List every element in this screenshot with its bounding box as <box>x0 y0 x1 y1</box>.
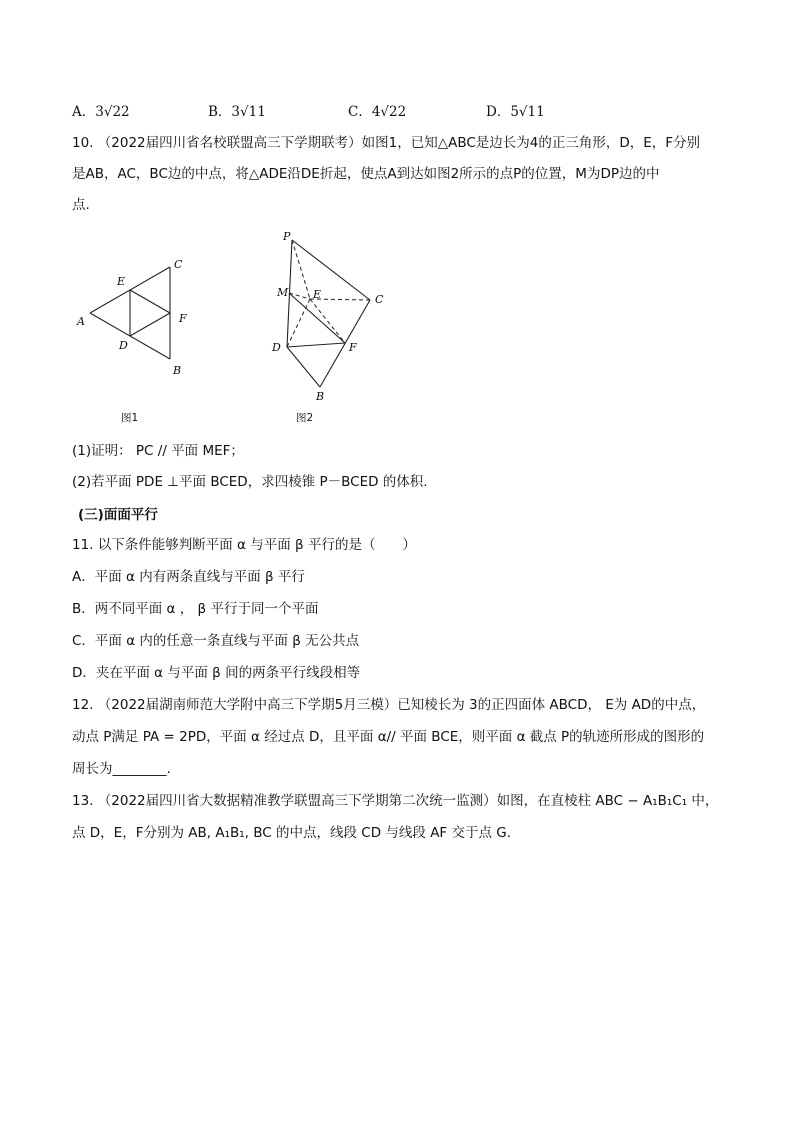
fig2-label-b: B <box>316 390 325 403</box>
fig2-edge-pc <box>292 240 370 300</box>
fig2-label-p: P <box>283 230 291 243</box>
q10-part-1: (1)证明： PC // 平面 MEF； <box>72 443 244 459</box>
fig2-edge-db <box>287 347 320 387</box>
q10-part-2: (2)若平面 PDE ⊥平面 BCED，求四棱锥 P－BCED 的体积. <box>72 474 428 490</box>
fig2-edge-pd <box>287 240 292 347</box>
q13-line-2: 点 D，E，F分别为 AB, A₁B₁, BC 的中点，线段 CD 与线段 AF 交于点 G. <box>72 825 512 841</box>
q11-option-a: A．平面 α 内有两条直线与平面 β 平行 <box>72 569 305 585</box>
q13-line-1: 13. （2022届四川省大数据精准教学联盟高三下学期第二次统一监测）如图，在直棱柱 ABC − A₁B₁C₁ 中， <box>72 793 719 809</box>
q10-line-2: 是AB，AC，BC边的中点，将△ADE沿DE折起，使点A到达如图2所示的点P的位置，M为DP边的中 <box>72 166 660 182</box>
q9-option-d: D．5√11 <box>486 104 545 120</box>
q12-line-3: 周长为________. <box>72 761 171 777</box>
fig1-label-e: E <box>117 275 126 288</box>
q12-line-2: 动点 P满足 PA = 2PD，平面 α 经过点 D，且平面 α// 平面 BCE，则平面 α 截点 P的轨迹所形成的图形的 <box>72 729 705 745</box>
fig2-label-e: E <box>313 288 322 301</box>
fig2-caption: 图2 <box>296 412 314 424</box>
q9-option-c: C．4√22 <box>348 104 407 120</box>
fig1-label-b: B <box>173 364 182 377</box>
q10-line-3: 点. <box>72 197 90 213</box>
q12-line-1: 12. （2022届湖南师范大学附中高三下学期5月三模）已知棱长为 3的正四面体 ABCD， E为 AD的中点， <box>72 697 706 713</box>
fig1-edge-ac <box>90 267 170 313</box>
fig1-label-c: C <box>174 258 183 271</box>
q11-option-c: C．平面 α 内的任意一条直线与平面 β 无公共点 <box>72 633 360 649</box>
fig1-edge-df <box>130 313 170 336</box>
fig1-edge-ab <box>90 313 170 359</box>
fig2-dash-ec <box>310 299 370 300</box>
fig2-dash-ed <box>287 299 310 347</box>
fig1-caption: 图1 <box>121 412 139 424</box>
fig2-label-d: D <box>272 341 281 354</box>
fig2-label-m: M <box>277 286 289 299</box>
q9-option-a: A．3√22 <box>72 104 130 120</box>
q11-option-b: B．两不同平面 α ， β 平行于同一个平面 <box>72 601 319 617</box>
section-heading: (三)面面平行 <box>78 507 158 523</box>
fig1-label-a: A <box>77 315 85 328</box>
fig1-label-f: F <box>179 312 187 325</box>
q11-option-d: D．夹在平面 α 与平面 β 间的两条平行线段相等 <box>72 665 361 681</box>
fig2-edge-mf <box>289 293 345 343</box>
fig2-dash-me <box>289 293 310 299</box>
fig2-label-c: C <box>375 293 384 306</box>
q10-line-1: 10. （2022届四川省名校联盟高三下学期联考）如图1，已知△ABC是边长为4的正三角形，D，E，F分别 <box>72 135 701 151</box>
fig2-dash-pe <box>292 240 310 299</box>
fig1-label-d: D <box>119 339 128 352</box>
fig2-label-f: F <box>349 341 357 354</box>
fig2-edge-cb <box>320 300 370 387</box>
fig2-edge-df <box>287 343 345 347</box>
q11-stem: 11. 以下条件能够判断平面 α 与平面 β 平行的是（ ） <box>72 537 416 553</box>
fig2-dash-ef <box>310 299 345 343</box>
q9-option-b: B．3√11 <box>208 104 266 120</box>
fig1-edge-ef <box>130 290 170 313</box>
